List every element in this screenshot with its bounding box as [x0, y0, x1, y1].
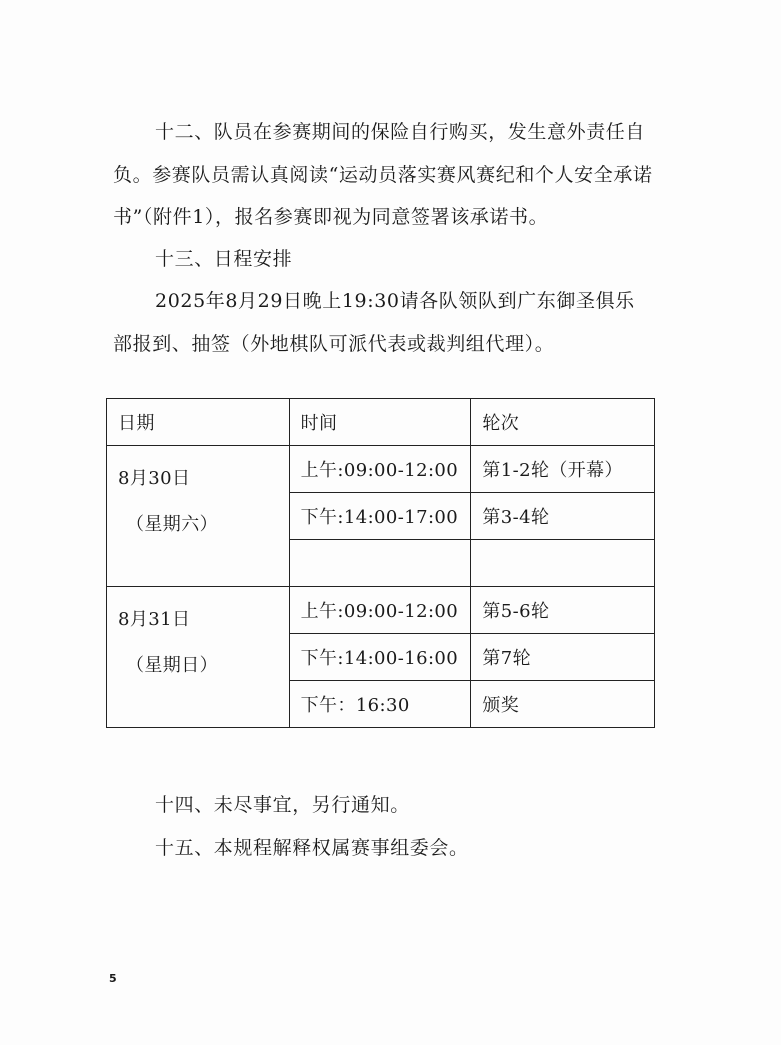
round-cell: 第1-2轮（开幕）	[471, 446, 655, 493]
weekday-day1: （星期六）	[126, 514, 218, 535]
round-cell-empty	[471, 540, 655, 587]
header-round: 轮次	[471, 399, 655, 446]
time-cell: 下午:14:00-17:00	[289, 493, 471, 540]
schedule-intro: 2025年8月29日晚上19:30请各队领队到广东御圣俱乐部报到、抽签（外地棋队可派代表或裁判组代理）。	[113, 290, 635, 355]
header-time: 时间	[289, 399, 471, 446]
time-cell: 上午:09:00-12:00	[289, 587, 471, 634]
clause-12-insurance: 十二、队员在参赛期间的保险自行购买，发生意外责任自负。参赛队员需认真阅读“运动员落实赛风赛纪和个人安全承诺书”（附件1），报名参赛即视为同意签署该承诺书。	[113, 121, 653, 228]
time-cell-empty	[289, 540, 471, 587]
round-cell: 颁奖	[471, 681, 655, 728]
round-cell: 第7轮	[471, 634, 655, 681]
round-cell: 第5-6轮	[471, 587, 655, 634]
table-row	[107, 446, 655, 493]
clause-14: 十四、未尽事宜，另行通知。	[155, 794, 410, 816]
date-cell-day2	[107, 587, 290, 728]
date-day2: 8月31日	[118, 609, 191, 630]
page-number: 5	[109, 972, 117, 985]
date-day1: 8月30日	[118, 468, 191, 489]
time-cell: 下午：16:30	[289, 681, 471, 728]
round-cell: 第3-4轮	[471, 493, 655, 540]
header-date: 日期	[107, 399, 290, 446]
weekday-day2: （星期日）	[126, 655, 218, 676]
date-cell-day1	[107, 446, 290, 587]
time-cell: 上午:09:00-12:00	[289, 446, 471, 493]
schedule-table	[106, 398, 655, 728]
clause-15: 十五、本规程解释权属赛事组委会。	[155, 837, 469, 859]
time-cell: 下午:14:00-16:00	[289, 634, 471, 681]
clause-13-heading: 十三、日程安排	[155, 248, 293, 270]
table-row	[107, 587, 655, 634]
table-header-row	[107, 399, 655, 446]
